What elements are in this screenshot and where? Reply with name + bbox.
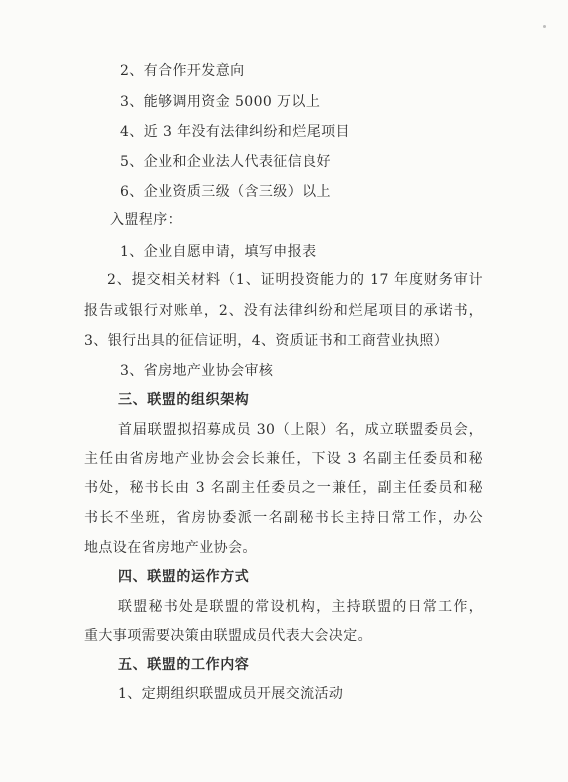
procedure-step-2-line-1: 2、提交相关材料（1、证明投资能力的 17 年度财务审计 xyxy=(107,272,483,288)
section-4-line-1: 联盟秘书处是联盟的常设机构，主持联盟的日常工作， xyxy=(118,599,483,615)
procedure-step-1: 1、企业自愿申请，填写申报表 xyxy=(120,244,317,260)
requirement-5: 5、企业和企业法人代表征信良好 xyxy=(120,154,331,170)
section-5-item-1: 1、定期组织联盟成员开展交流活动 xyxy=(118,686,344,702)
section-3-line-2: 主任由省房地产业协会会长兼任，下设 3 名副主任委员和秘 xyxy=(84,451,483,467)
section-3-heading: 三、联盟的组织架构 xyxy=(118,392,250,408)
requirement-2: 2、有合作开发意向 xyxy=(120,63,245,79)
section-3-line-5: 地点设在省房地产业协会。 xyxy=(84,540,257,556)
section-4-line-2: 重大事项需要决策由联盟成员代表大会决定。 xyxy=(84,628,372,644)
section-5-heading: 五、联盟的工作内容 xyxy=(118,657,250,673)
requirement-3: 3、能够调用资金 5000 万以上 xyxy=(120,94,321,110)
scan-speck xyxy=(543,25,546,28)
procedure-step-3: 3、省房地产业协会审核 xyxy=(120,363,274,379)
section-4-heading: 四、联盟的运作方式 xyxy=(118,569,250,585)
requirement-4: 4、近 3 年没有法律纠纷和烂尾项目 xyxy=(120,124,350,140)
procedure-step-2-line-3: 3、银行出具的征信证明，4、资质证书和工商营业执照） xyxy=(84,333,449,349)
procedure-step-2-line-2: 报告或银行对账单，2、没有法律纠纷和烂尾项目的承诺书， xyxy=(84,303,483,319)
section-3-line-1: 首届联盟拟招募成员 30（上限）名，成立联盟委员会， xyxy=(118,422,483,438)
requirement-6: 6、企业资质三级（含三级）以上 xyxy=(120,184,331,200)
section-3-line-3: 书处，秘书长由 3 名副主任委员之一兼任，副主任委员和秘 xyxy=(84,480,483,496)
procedure-title: 入盟程序： xyxy=(110,212,182,228)
section-3-line-4: 书长不坐班，省房协委派一名副秘书长主持日常工作，办公 xyxy=(84,510,483,526)
